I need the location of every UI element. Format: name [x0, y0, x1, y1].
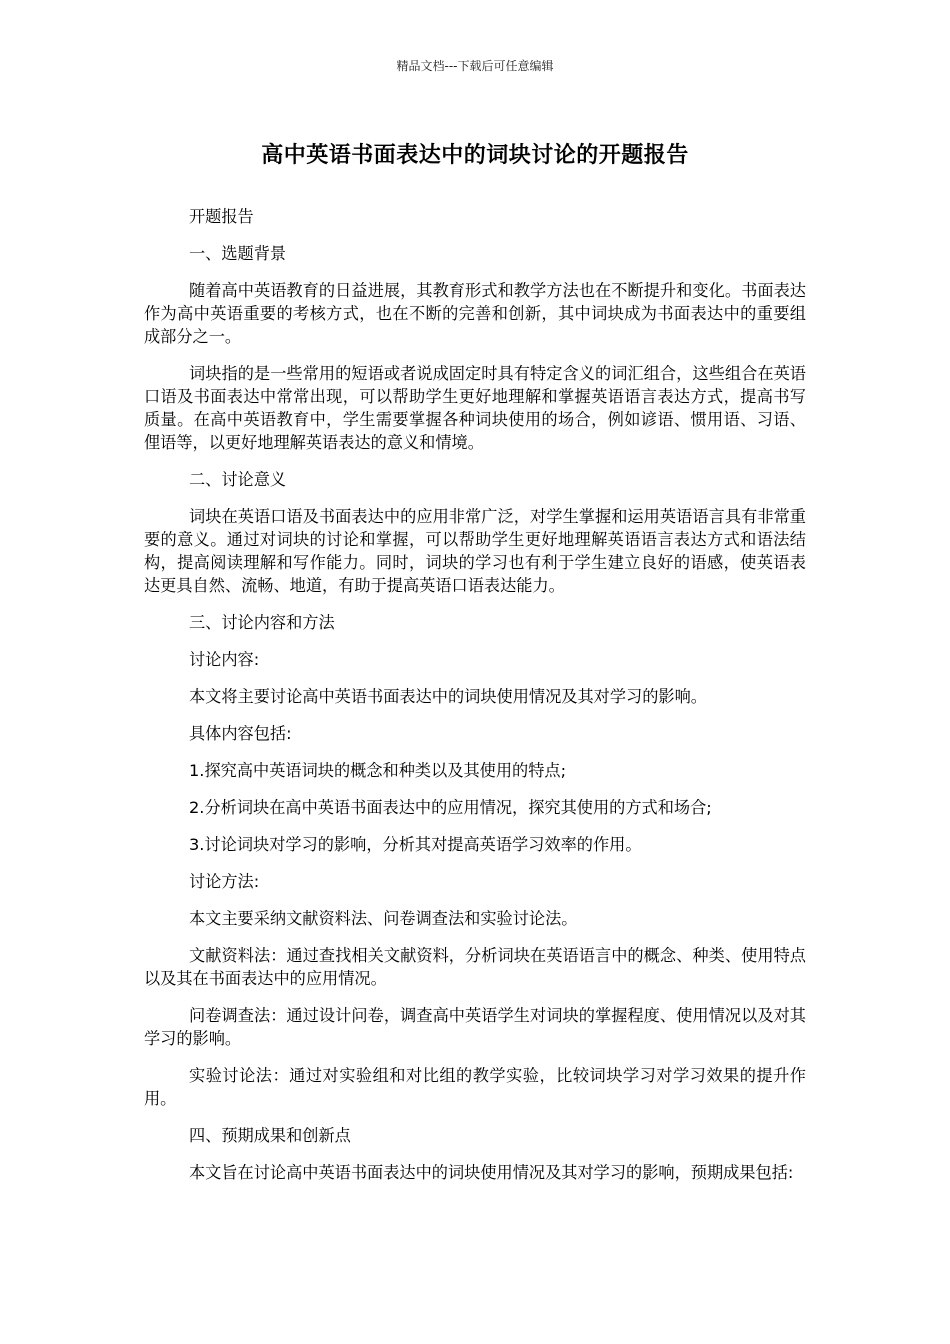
- paragraph: 本文将主要讨论高中英语书面表达中的词块使用情况及其对学习的影响。: [189, 687, 707, 706]
- section-heading: 二、讨论意义: [189, 470, 287, 489]
- list-item: 1.探究高中英语词块的概念和种类以及其使用的特点;: [189, 761, 567, 780]
- paragraph: 词块在英语口语及书面表达中的应用非常广泛，对学生掌握和运用英语语言具有非常重要的意义。通过对词块的讨论和掌握，可以帮助学生更好地理解英语语言表达方式和语法结构，提高阅读理解和写作能力。同时，词块的学习也有利于学生建立良好的语感，使英语表达更具自然、流畅、地道，有助于提高英语口语表达能力。: [144, 507, 806, 595]
- paragraph: 问卷调查法：通过设计问卷，调查高中英语学生对词块的掌握程度、使用情况以及对其学习的影响。: [144, 1006, 806, 1048]
- paragraph: 实验讨论法：通过对实验组和对比组的教学实验，比较词块学习对学习效果的提升作用。: [144, 1066, 806, 1108]
- document-body: [144, 205, 806, 1198]
- paragraph: 随着高中英语教育的日益进展，其教育形式和教学方法也在不断提升和变化。书面表达作为高中英语重要的考核方式，也在不断的完善和创新，其中词块成为书面表达中的重要组成部分之一。: [144, 281, 806, 346]
- paragraph: 讨论方法:: [189, 872, 260, 891]
- paragraph: 具体内容包括:: [189, 724, 292, 743]
- page-header: 精品文档---下载后可任意编辑: [396, 59, 554, 73]
- paragraph: 开题报告: [189, 207, 254, 226]
- section-heading: 三、讨论内容和方法: [189, 613, 335, 632]
- paragraph: 本文主要采纳文献资料法、问卷调查法和实验讨论法。: [189, 909, 578, 928]
- section-heading: 四、预期成果和创新点: [189, 1126, 351, 1145]
- paragraph: 词块指的是一些常用的短语或者说成固定时具有特定含义的词汇组合，这些组合在英语口语及书面表达中常常出现，可以帮助学生更好地理解和掌握英语语言表达方式，提高书写质量。在高中英语教育中，学生需要掌握各种词块使用的场合，例如谚语、惯用语、习语、俚语等，以更好地理解英语表达的意义和情境。: [144, 364, 806, 452]
- paragraph: 文献资料法：通过查找相关文献资料，分析词块在英语语言中的概念、种类、使用特点以及其在书面表达中的应用情况。: [144, 946, 806, 988]
- list-item: 3.讨论词块对学习的影响，分析其对提高英语学习效率的作用。: [189, 835, 642, 854]
- list-item: 2.分析词块在高中英语书面表达中的应用情况，探究其使用的方式和场合;: [189, 798, 712, 817]
- section-heading: 一、选题背景: [189, 244, 287, 263]
- paragraph: 讨论内容:: [189, 650, 260, 669]
- document-title: 高中英语书面表达中的词块讨论的开题报告: [261, 143, 689, 168]
- paragraph: 本文旨在讨论高中英语书面表达中的词块使用情况及其对学习的影响，预期成果包括:: [189, 1163, 794, 1182]
